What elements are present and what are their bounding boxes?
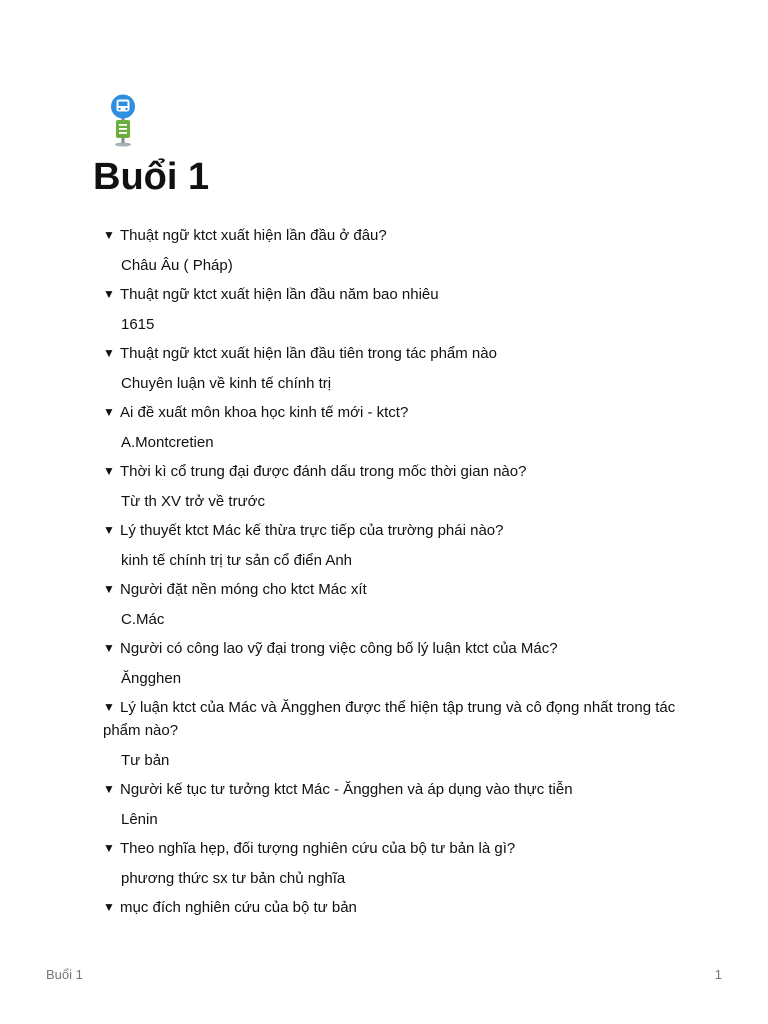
toggle-arrow-icon[interactable]: ▼ bbox=[103, 841, 115, 855]
toggle-answer: 1615 bbox=[121, 316, 155, 333]
toggle-answer: kinh tế chính trị tư sản cổ điển Anh bbox=[121, 552, 353, 569]
toggle-item bbox=[103, 224, 678, 277]
toggle-answer: Châu Âu ( Pháp) bbox=[121, 257, 233, 274]
toggle-arrow-icon[interactable]: ▼ bbox=[103, 228, 115, 242]
question-text: Lý thuyết ktct Mác kế thừa trực tiếp của trường phái nào? bbox=[120, 522, 504, 539]
toggle-item bbox=[103, 637, 678, 690]
toggle-arrow-icon[interactable]: ▼ bbox=[103, 782, 115, 796]
toggle-question[interactable] bbox=[103, 460, 678, 483]
toggle-question[interactable] bbox=[103, 778, 678, 801]
toggle-answer: Chuyên luận về kinh tế chính trị bbox=[121, 375, 332, 392]
toggle-item bbox=[103, 778, 678, 831]
toggle-item bbox=[103, 578, 678, 631]
toggle-list bbox=[103, 224, 678, 925]
toggle-answer: Từ th XV trở về trước bbox=[121, 493, 265, 510]
toggle-item bbox=[103, 696, 678, 772]
toggle-arrow-icon[interactable]: ▼ bbox=[103, 641, 115, 655]
toggle-question[interactable] bbox=[103, 637, 678, 660]
toggle-arrow-icon[interactable]: ▼ bbox=[103, 346, 115, 360]
toggle-question[interactable] bbox=[103, 837, 678, 860]
question-text: Người đặt nền móng cho ktct Mác xít bbox=[120, 581, 367, 598]
toggle-arrow-icon[interactable]: ▼ bbox=[103, 900, 115, 914]
question-text: Người có công lao vỹ đại trong việc công bố lý luận ktct của Mác? bbox=[120, 640, 558, 657]
toggle-answer: Lênin bbox=[121, 811, 158, 828]
toggle-question[interactable] bbox=[103, 696, 678, 742]
question-text: Thuật ngữ ktct xuất hiện lần đầu ở đâu? bbox=[120, 227, 387, 244]
toggle-arrow-icon[interactable]: ▼ bbox=[103, 464, 115, 478]
toggle-answer: phương thức sx tư bản chủ nghĩa bbox=[121, 870, 346, 887]
question-text: Thuật ngữ ktct xuất hiện lần đầu tiên trong tác phẩm nào bbox=[120, 345, 497, 362]
toggle-item bbox=[103, 896, 678, 919]
toggle-answer: Tư bản bbox=[121, 752, 170, 769]
toggle-item bbox=[103, 342, 678, 395]
page-title: Buổi 1 bbox=[93, 156, 210, 198]
toggle-item bbox=[103, 401, 678, 454]
question-text: Lý luận ktct của Mác và Ăngghen được thể hiện tập trung và cô đọng nhất trong tác phẩm nào? bbox=[103, 699, 676, 739]
question-text: Thuật ngữ ktct xuất hiện lần đầu năm bao nhiêu bbox=[120, 286, 439, 303]
toggle-arrow-icon[interactable]: ▼ bbox=[103, 287, 115, 301]
toggle-arrow-icon[interactable]: ▼ bbox=[103, 405, 115, 419]
toggle-item bbox=[103, 519, 678, 572]
bus-stop-icon bbox=[108, 94, 138, 148]
toggle-item bbox=[103, 460, 678, 513]
toggle-answer: Ăngghen bbox=[121, 670, 182, 687]
question-text: Thời kì cổ trung đại được đánh dấu trong mốc thời gian nào? bbox=[120, 463, 527, 480]
toggle-question[interactable] bbox=[103, 896, 678, 919]
toggle-item bbox=[103, 837, 678, 890]
toggle-question[interactable] bbox=[103, 519, 678, 542]
footer-page-title: Buổi 1 bbox=[46, 967, 83, 982]
toggle-question[interactable] bbox=[103, 578, 678, 601]
question-text: mục đích nghiên cứu của bộ tư bản bbox=[120, 899, 357, 916]
toggle-question[interactable] bbox=[103, 401, 678, 424]
toggle-arrow-icon[interactable]: ▼ bbox=[103, 582, 115, 596]
toggle-question[interactable] bbox=[103, 342, 678, 365]
toggle-question[interactable] bbox=[103, 283, 678, 306]
toggle-answer: C.Mác bbox=[121, 611, 165, 628]
toggle-arrow-icon[interactable]: ▼ bbox=[103, 700, 115, 714]
question-text: Ai đề xuất môn khoa học kinh tế mới - ktct? bbox=[120, 404, 409, 421]
question-text: Theo nghĩa hẹp, đối tượng nghiên cứu của bộ tư bản là gì? bbox=[120, 840, 516, 857]
footer-page-number: 1 bbox=[714, 967, 722, 982]
toggle-question[interactable] bbox=[103, 224, 678, 247]
question-text: Người kế tục tư tưởng ktct Mác - Ăngghen và áp dụng vào thực tiễn bbox=[120, 781, 573, 798]
toggle-item bbox=[103, 283, 678, 336]
toggle-answer: A.Montcretien bbox=[121, 434, 214, 451]
toggle-arrow-icon[interactable]: ▼ bbox=[103, 523, 115, 537]
